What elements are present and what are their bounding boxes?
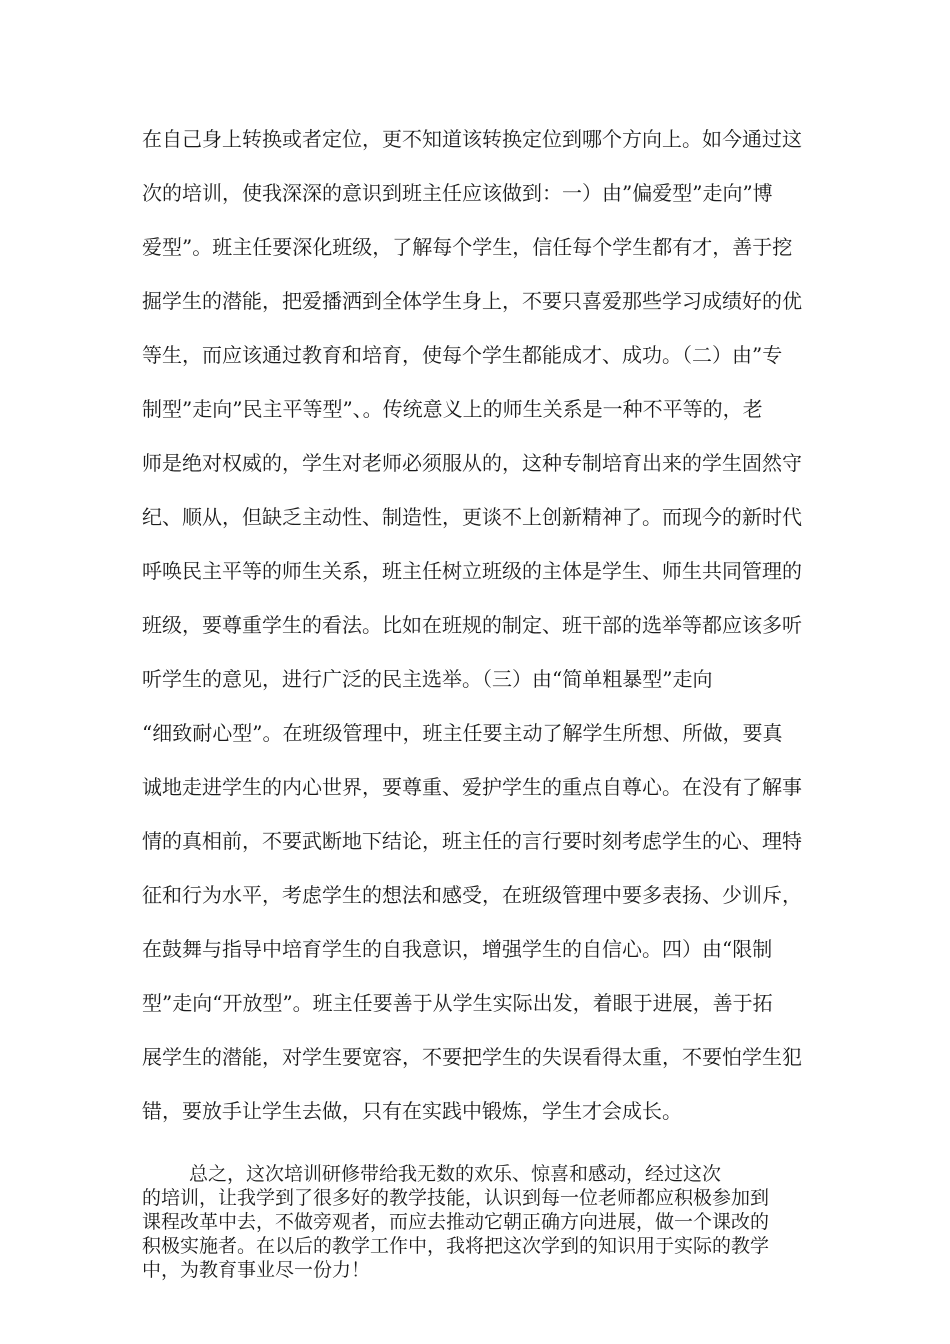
text-line: 纪、顺从，但缺乏主动性、制造性，更谈不上创新精神了。而现今的新时代 bbox=[142, 505, 802, 529]
text-line: 的培训，让我学到了很多好的教学技能，认识到每一位老师都应积极参加到 bbox=[142, 1187, 770, 1209]
text-line: 在鼓舞与指导中培育学生的自我意识，增强学生的自信心。四）由“限制 bbox=[142, 937, 773, 961]
text-line: 型”走向“开放型”。班主任要善于从学生实际出发，着眼于进展，善于拓 bbox=[142, 991, 773, 1015]
text-line: 征和行为水平，考虑学生的想法和感受，在班级管理中要多表扬、少训斥， bbox=[142, 883, 802, 907]
text-line: 班级，要尊重学生的看法。比如在班规的制定、班干部的选举等都应该多听 bbox=[142, 613, 802, 637]
text-line: 总之，这次培训研修带给我无数的欢乐、惊喜和感动，经过这次 bbox=[189, 1163, 722, 1185]
text-line: 积极实施者。在以后的教学工作中，我将把这次学到的知识用于实际的教学 bbox=[142, 1235, 770, 1257]
text-line: 呼唤民主平等的师生关系，班主任树立班级的主体是学生、师生共同管理的 bbox=[142, 559, 802, 583]
text-line: 情的真相前，不要武断地下结论，班主任的言行要时刻考虑学生的心、理特 bbox=[142, 829, 802, 853]
text-line: 错，要放手让学生去做，只有在实践中锻炼，学生才会成长。 bbox=[142, 1099, 682, 1123]
text-line: 师是绝对权威的，学生对老师必须服从的，这种专制培育出来的学生固然守 bbox=[142, 451, 802, 475]
text-line: 听学生的意见，进行广泛的民主选举。（三）由“简单粗暴型”走向 bbox=[142, 667, 713, 691]
text-line: 爱型”。班主任要深化班级，了解每个学生，信任每个学生都有才，善于挖 bbox=[142, 235, 793, 259]
text-line: 课程改革中去，不做旁观者，而应去推动它朝正确方向进展，做一个课改的 bbox=[142, 1211, 770, 1233]
text-line: 诚地走进学生的内心世界，要尊重、爱护学生的重点自尊心。在没有了解事 bbox=[142, 775, 802, 799]
text-line: 展学生的潜能，对学生要宽容，不要把学生的失误看得太重，不要怕学生犯 bbox=[142, 1045, 802, 1069]
text-line: 在自己身上转换或者定位，更不知道该转换定位到哪个方向上。如今通过这 bbox=[142, 127, 802, 151]
text-line: 等生，而应该通过教育和培育，使每个学生都能成才、成功。（二）由”专 bbox=[142, 343, 783, 367]
text-line: 次的培训，使我深深的意识到班主任应该做到：一）由”偏爱型”走向”博 bbox=[142, 181, 773, 205]
text-line: 掘学生的潜能，把爱播洒到全体学生身上，不要只喜爱那些学习成绩好的优 bbox=[142, 289, 802, 313]
text-line: “细致耐心型”。在班级管理中，班主任要主动了解学生所想、所做，要真 bbox=[142, 721, 783, 745]
text-line: 中，为教育事业尽一份力！ bbox=[142, 1259, 371, 1281]
text-line: 制型”走向”民主平等型”、。传统意义上的师生关系是一种不平等的，老 bbox=[142, 397, 763, 421]
